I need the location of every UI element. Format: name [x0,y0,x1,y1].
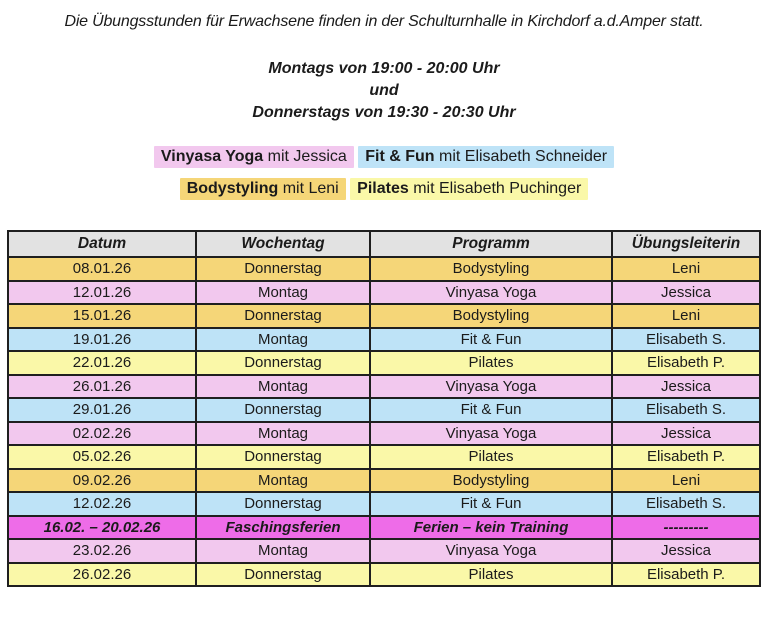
cell-wochentag: Donnerstag [196,563,370,587]
cell-datum: 12.01.26 [8,281,196,305]
cell-datum: 12.02.26 [8,492,196,516]
cell-programm: Pilates [370,563,612,587]
cell-programm: Bodystyling [370,469,612,493]
legend-line [0,145,768,169]
table-row [8,469,760,493]
cell-wochentag: Montag [196,539,370,563]
legend-program-name: Vinyasa Yoga [160,148,264,165]
cell-leiterin: Elisabeth P. [612,445,760,469]
cell-leiterin: Elisabeth P. [612,351,760,375]
cell-leiterin: Elisabeth S. [612,328,760,352]
legend [0,145,768,201]
legend-item-fit-and-fun: Fit & Fun mit Elisabeth Schneider [358,146,614,168]
cell-wochentag: Montag [196,281,370,305]
legend-program-name: Fit & Fun [365,148,435,165]
cell-leiterin: --------- [612,516,760,540]
cell-datum: 26.02.26 [8,563,196,587]
schedule-table-body [8,257,760,586]
cell-programm: Pilates [370,351,612,375]
cell-programm: Ferien – kein Training [370,516,612,540]
cell-programm: Pilates [370,445,612,469]
cell-wochentag: Donnerstag [196,257,370,281]
cell-wochentag: Donnerstag [196,492,370,516]
cell-leiterin: Jessica [612,281,760,305]
cell-programm: Vinyasa Yoga [370,281,612,305]
cell-programm: Vinyasa Yoga [370,375,612,399]
table-row [8,539,760,563]
header-datum: Datum [8,231,196,257]
cell-wochentag: Montag [196,422,370,446]
cell-wochentag: Donnerstag [196,351,370,375]
legend-line [0,177,768,201]
cell-datum: 05.02.26 [8,445,196,469]
cell-leiterin: Leni [612,469,760,493]
cell-datum: 26.01.26 [8,375,196,399]
cell-leiterin: Jessica [612,422,760,446]
legend-item-pilates: Pilates mit Elisabeth Puchinger [350,178,588,200]
cell-programm: Vinyasa Yoga [370,422,612,446]
cell-leiterin: Elisabeth S. [612,492,760,516]
cell-datum: 08.01.26 [8,257,196,281]
cell-datum: 23.02.26 [8,539,196,563]
cell-wochentag: Montag [196,375,370,399]
header-wochentag: Wochentag [196,231,370,257]
cell-leiterin: Leni [612,257,760,281]
cell-datum: 29.01.26 [8,398,196,422]
header-uebungsleiterin: Übungsleiterin [612,231,760,257]
header-row [8,231,760,257]
cell-wochentag: Donnerstag [196,398,370,422]
cell-leiterin: Elisabeth S. [612,398,760,422]
schedule-table [7,230,761,587]
cell-datum: 09.02.26 [8,469,196,493]
table-row [8,492,760,516]
cell-programm: Bodystyling [370,304,612,328]
cell-datum: 16.02. – 20.02.26 [8,516,196,540]
schedule-table-header [8,231,760,257]
legend-item-vinyasa-yoga: Vinyasa Yoga mit Jessica [154,146,354,168]
intro-text: Die Übungsstunden für Erwachsene finden in der Schulturnhalle in Kirchdorf a.d.Amper statt. [64,13,704,30]
header-programm: Programm [370,231,612,257]
table-row [8,304,760,328]
cell-wochentag: Donnerstag [196,304,370,328]
cell-leiterin: Leni [612,304,760,328]
table-row [8,351,760,375]
cell-programm: Vinyasa Yoga [370,539,612,563]
cell-datum: 02.02.26 [8,422,196,446]
table-row [8,422,760,446]
table-row [8,516,760,540]
session-times [0,58,768,124]
conjunction-line: und [369,82,399,99]
cell-wochentag: Montag [196,328,370,352]
cell-wochentag: Montag [196,469,370,493]
table-row [8,281,760,305]
monday-time-line: Montags von 19:00 - 20:00 Uhr [268,60,500,77]
table-row [8,257,760,281]
legend-item-bodystyling: Bodystyling mit Leni [180,178,346,200]
table-row [8,563,760,587]
table-row [8,445,760,469]
table-row [8,328,760,352]
cell-wochentag: Faschingsferien [196,516,370,540]
cell-leiterin: Jessica [612,375,760,399]
cell-programm: Fit & Fun [370,398,612,422]
thursday-time-line: Donnerstags von 19:30 - 20:30 Uhr [252,104,516,121]
cell-datum: 22.01.26 [8,351,196,375]
cell-datum: 15.01.26 [8,304,196,328]
cell-datum: 19.01.26 [8,328,196,352]
legend-program-name: Pilates [357,180,409,197]
table-row [8,375,760,399]
legend-program-name: Bodystyling [186,180,279,197]
table-row [8,398,760,422]
cell-leiterin: Elisabeth P. [612,563,760,587]
cell-leiterin: Jessica [612,539,760,563]
cell-programm: Fit & Fun [370,492,612,516]
cell-programm: Bodystyling [370,257,612,281]
cell-wochentag: Donnerstag [196,445,370,469]
cell-programm: Fit & Fun [370,328,612,352]
